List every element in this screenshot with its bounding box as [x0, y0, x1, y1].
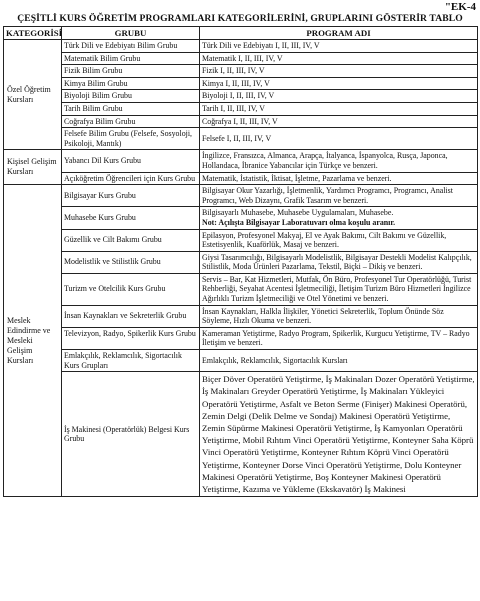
- annex-label: "EK-4: [444, 1, 476, 13]
- program-note: Not: Açılışta Bilgisayar Laboratuvarı olma koşulu aranır.: [202, 217, 396, 227]
- program-cell: Kimya I, II, III, IV, V: [200, 77, 478, 90]
- table-row: [4, 52, 478, 65]
- table-row: [4, 115, 478, 128]
- program-cell: Giysi Tasarımcılığı, Bilgisayarlı Modelistlik, Bilgisayar Destekli Modelist Kalıpçılık, Stilistlik, Moda Ürünleri Pazarlama, Tekstil, Biçki – Dikiş ve benzeri.: [200, 251, 478, 273]
- group-cell: İş Makinesi (Operatörlük) Belgesi Kurs Grubu: [62, 372, 200, 497]
- table-row: [4, 172, 478, 185]
- table-row: [4, 77, 478, 90]
- header-group: GRUBU: [62, 27, 200, 40]
- program-cell: Bilgisayar Okur Yazarlığı, İşletmenlik, Yardımcı Programcı, Programcı, Analist Programcı, Web Dizaynı, Grafik Tasarım ve benzeri.: [200, 185, 478, 207]
- table-row: [4, 102, 478, 115]
- group-cell: İnsan Kaynakları ve Sekreterlik Grubu: [62, 305, 200, 327]
- program-cell: Kameraman Yetiştirme, Radyo Program, Spikerlik, Kurgucu Yetiştirme, TV – Radyo İletişim ve benzeri.: [200, 327, 478, 349]
- program-cell: İnsan Kaynakları, Halkla İlişkiler, Yönetici Sekreterlik, Toplum Önünde Söz Söyleme, Hızlı Okuma ve benzeri.: [200, 305, 478, 327]
- table-row: [4, 251, 478, 273]
- table-row: [4, 273, 478, 305]
- header-program: PROGRAM ADI: [200, 27, 478, 40]
- program-cell: [200, 207, 478, 229]
- group-cell: Matematik Bilim Grubu: [62, 52, 200, 65]
- header-row: [4, 27, 478, 40]
- program-cell: Tarih I, II, III, IV, V: [200, 102, 478, 115]
- program-cell: Biçer Döver Operatörü Yetiştirme, İş Makinaları Dozer Operatörü Yetiştirme, İş Makinaları Greyder Operatörü Yetiştirme, İş Makinaları Yükleyici Operatörü Yetiştirme, Asfalt ve Beton Serme (Finişer) Makinesi Operatörü, Zemin Delgi (Delik Delme ve Sondaj) Makinesi Operatörü Yetiştirme, Zemin Süpürme Makinesi Operatörü Yetiştirme, İş Kamyonları Operatörü Yetiştirme, Mobil Rıhtım Vinci Operatörü Yetiştirme, Konteyner Saha Köprü Vinci Operatörü Yetiştirme, Konteyner Rıhtım Köprü Vinci Operatörü Yetiştirme, Konteyner Dorse Vinci Operatörü Yetiştirme, Dolu Konteyner Makinesi Operatörü Yetiştirme, Boş Konteyner Makinesi Operatörü Yetiştirme, Kazıma ve Yükleme (Ekskavatör) İş Makinesi: [200, 372, 478, 497]
- category-kisisel: Kişisel Gelişim Kursları: [4, 150, 62, 185]
- group-cell: Modelistlik ve Stilistlik Grubu: [62, 251, 200, 273]
- table-row: [4, 207, 478, 229]
- table-row: [4, 305, 478, 327]
- group-cell: Türk Dili ve Edebiyatı Bilim Grubu: [62, 40, 200, 53]
- program-cell: Felsefe I, II, III, IV, V: [200, 128, 478, 150]
- program-cell: Biyoloji I, II, III, IV, V: [200, 90, 478, 103]
- table-title: ÇEŞİTLİ KURS ÖĞRETİM PROGRAMLARI KATEGORİLERİNİ, GRUPLARINI GÖSTERİR TABLO: [17, 13, 463, 24]
- table-row: [4, 40, 478, 53]
- program-table: [3, 26, 478, 497]
- group-cell: Kimya Bilim Grubu: [62, 77, 200, 90]
- group-cell: Tarih Bilim Grubu: [62, 102, 200, 115]
- program-cell: Fizik I, II, III, IV, V: [200, 65, 478, 78]
- table-row: [4, 229, 478, 251]
- program-cell: Matematik I, II, III, IV, V: [200, 52, 478, 65]
- table-row: [4, 128, 478, 150]
- group-cell: Fizik Bilim Grubu: [62, 65, 200, 78]
- program-cell: Epilasyon, Profesyonel Makyaj, El ve Ayak Bakımı, Cilt Bakımı ve Güzellik, Estetisyenlik, Kuaförlük, Masaj ve benzeri.: [200, 229, 478, 251]
- program-cell: Türk Dili ve Edebiyatı I, II, III, IV, V: [200, 40, 478, 53]
- group-cell: Turizm ve Otelcilik Kurs Grubu: [62, 273, 200, 305]
- category-ozel: Özel Öğretim Kursları: [4, 40, 62, 150]
- group-cell: Bilgisayar Kurs Grubu: [62, 185, 200, 207]
- group-cell: Emlakçılık, Reklamcılık, Sigortacılık Kurs Grupları: [62, 350, 200, 372]
- table-row: [4, 150, 478, 172]
- group-cell: Güzellik ve Cilt Bakımı Grubu: [62, 229, 200, 251]
- program-cell: Coğrafya I, II, III, IV, V: [200, 115, 478, 128]
- program-cell: Emlakçılık, Reklamcılık, Sigortacılık Kursları: [200, 350, 478, 372]
- group-cell: Yabancı Dil Kurs Grubu: [62, 150, 200, 172]
- group-cell: Muhasebe Kurs Grubu: [62, 207, 200, 229]
- table-row: [4, 90, 478, 103]
- group-cell: Televizyon, Radyo, Spikerlik Kurs Grubu: [62, 327, 200, 349]
- group-cell: Biyoloji Bilim Grubu: [62, 90, 200, 103]
- program-cell: İngilizce, Fransızca, Almanca, Arapça, İtalyanca, İspanyolca, Rusça, Japonca, Hollandaca, İbranice Yabancılar için Türkçe ve benzeri.: [200, 150, 478, 172]
- table-row: [4, 185, 478, 207]
- group-cell: Açıköğretim Öğrencileri için Kurs Grubu: [62, 172, 200, 185]
- group-cell: Felsefe Bilim Grubu (Felsefe, Sosyoloji, Psikoloji, Mantık): [62, 128, 200, 150]
- program-text: Bilgisayarlı Muhasebe, Muhasebe Uygulamaları, Muhasebe.: [202, 208, 394, 218]
- table-row: [4, 372, 478, 497]
- header-category: KATEGORİSİ: [4, 27, 62, 40]
- category-meslek: Meslek Edindirme ve Mesleki Gelişim Kursları: [4, 185, 62, 497]
- table-row: [4, 350, 478, 372]
- group-cell: Coğrafya Bilim Grubu: [62, 115, 200, 128]
- table-row: [4, 65, 478, 78]
- program-cell: Servis – Bar, Kat Hizmetleri, Mutfak, Ön Büro, Profesyonel Tur Operatörlüğü, Turist Rehberliği, Seyahat Acentesi İşletmeciliği, İletişim Turizm Büro Hizmetleri İngilizce Ağırlıklı Turizm İşletmeciliği ve Otel Yönetimi ve benzeri.: [200, 273, 478, 305]
- program-cell: Matematik, İstatistik, İktisat, İşletme, Pazarlama ve benzeri.: [200, 172, 478, 185]
- table-row: [4, 327, 478, 349]
